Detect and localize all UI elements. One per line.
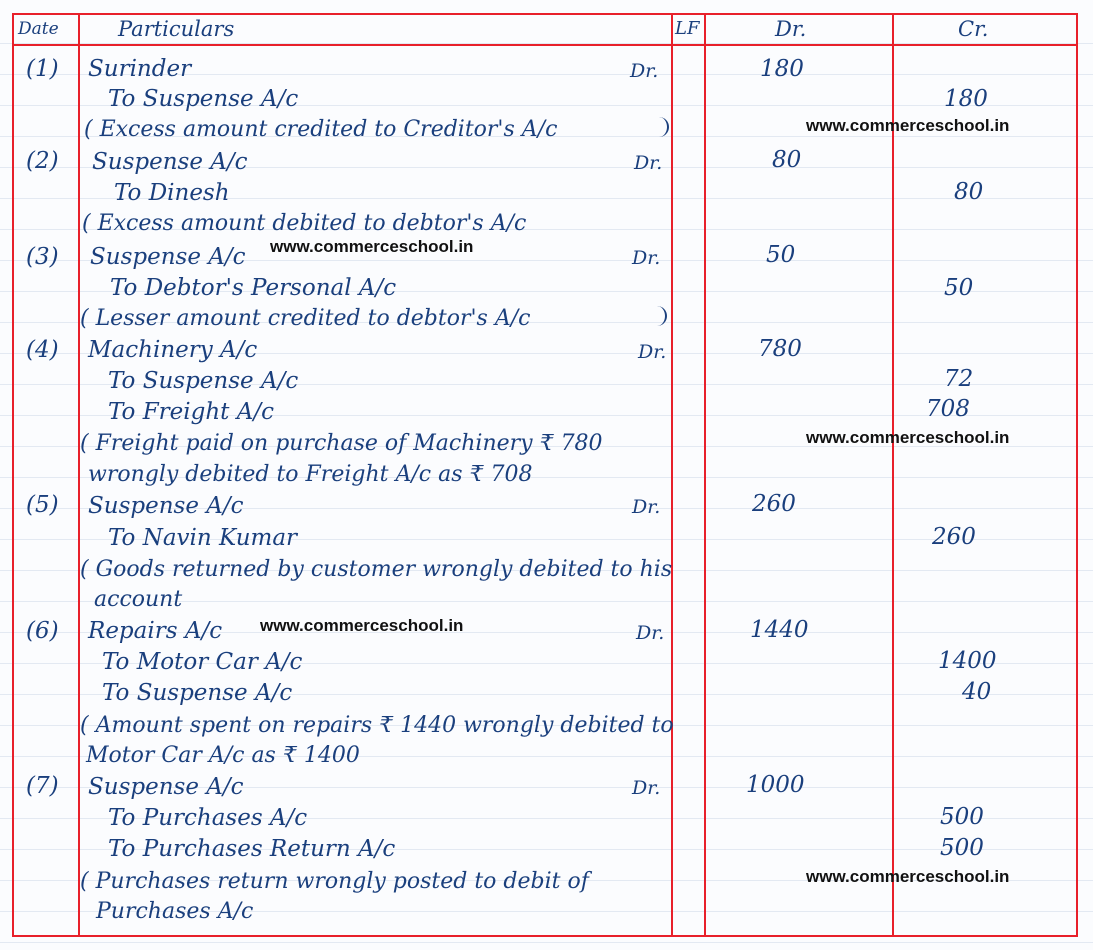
credit-account: To Navin Kumar: [108, 525, 298, 551]
credit-amount: 72: [944, 366, 974, 392]
header-lf: LF: [675, 18, 700, 39]
debit-amount: 1440: [750, 617, 809, 643]
debit-account: Suspense A/c: [88, 493, 244, 519]
narration: ( Excess amount credited to Creditor's A/c: [84, 117, 558, 142]
dr-label: Dr.: [634, 152, 663, 174]
date-column-divider: [78, 13, 80, 937]
entry-number: (5): [26, 492, 59, 518]
entry-number: (6): [26, 618, 59, 644]
credit-amount: 180: [944, 86, 988, 112]
table-border-bottom: [12, 935, 1078, 937]
narration: Purchases A/c: [96, 899, 254, 924]
credit-amount: 500: [940, 804, 984, 830]
credit-amount: 1400: [938, 648, 997, 674]
credit-amount: 50: [944, 275, 974, 301]
narration: account: [94, 587, 183, 612]
dr-label: Dr.: [632, 247, 661, 269]
header-date: Date: [18, 19, 59, 39]
debit-amount: 80: [772, 147, 802, 173]
watermark-text: www.commerceschool.in: [806, 116, 1010, 135]
narration-close-brace: [657, 117, 669, 137]
entry-number: (3): [26, 244, 59, 270]
narration: ( Purchases return wrongly posted to debit of: [80, 869, 589, 894]
debit-account: Suspense A/c: [92, 149, 248, 175]
dr-label: Dr.: [632, 496, 661, 518]
dr-label: Dr.: [632, 777, 661, 799]
debit-account: Suspense A/c: [90, 244, 246, 270]
credit-amount: 500: [940, 835, 984, 861]
debit-amount: 1000: [746, 772, 805, 798]
entry-number: (2): [26, 148, 59, 174]
entry-number: (4): [26, 337, 59, 363]
debit-account: Repairs A/c: [88, 618, 223, 644]
dr-label: Dr.: [638, 341, 667, 363]
narration: Motor Car A/c as ₹ 1400: [86, 743, 360, 768]
credit-account: To Suspense A/c: [102, 680, 293, 706]
credit-account: To Purchases A/c: [108, 805, 308, 831]
lf-column-divider: [704, 13, 706, 937]
watermark-text: www.commerceschool.in: [806, 867, 1010, 886]
entry-number: (1): [26, 56, 59, 82]
narration: wrongly debited to Freight A/c as ₹ 708: [88, 462, 533, 487]
debit-account: Suspense A/c: [88, 774, 244, 800]
debit-account: Machinery A/c: [88, 337, 258, 363]
entry-number: (7): [26, 773, 59, 799]
table-border-right: [1076, 13, 1078, 937]
header-particulars: Particulars: [118, 17, 235, 41]
credit-amount: 708: [926, 396, 970, 422]
debit-amount: 180: [760, 56, 804, 82]
narration: ( Lesser amount credited to debtor's A/c: [80, 306, 531, 331]
debit-amount: 780: [758, 336, 802, 362]
particulars-column-divider: [671, 13, 673, 937]
credit-account: To Suspense A/c: [108, 368, 299, 394]
credit-amount: 40: [962, 679, 992, 705]
dr-label: Dr.: [636, 622, 665, 644]
credit-account: To Freight A/c: [108, 399, 274, 425]
credit-amount: 80: [954, 179, 984, 205]
watermark-text: www.commerceschool.in: [260, 616, 464, 635]
credit-account: To Suspense A/c: [108, 86, 299, 112]
watermark-text: www.commerceschool.in: [806, 428, 1010, 447]
debit-account: Surinder: [88, 56, 192, 82]
header-divider: [12, 44, 1078, 46]
narration: ( Excess amount debited to debtor's A/c: [82, 211, 527, 236]
header-dr: Dr.: [775, 17, 807, 41]
credit-account: To Dinesh: [114, 180, 230, 206]
header-cr: Cr.: [958, 17, 989, 41]
credit-account: To Debtor's Personal A/c: [110, 275, 397, 301]
credit-account: To Purchases Return A/c: [108, 836, 396, 862]
narration-close-brace: [655, 306, 667, 326]
narration: ( Goods returned by customer wrongly debited to his: [80, 557, 673, 582]
credit-account: To Motor Car A/c: [102, 649, 303, 675]
narration: ( Freight paid on purchase of Machinery ₹ 780: [80, 431, 603, 456]
credit-amount: 260: [932, 524, 976, 550]
dr-label: Dr.: [630, 60, 659, 82]
narration: ( Amount spent on repairs ₹ 1440 wrongly debited to: [80, 713, 674, 738]
watermark-text: www.commerceschool.in: [270, 237, 474, 256]
debit-amount: 260: [752, 491, 796, 517]
debit-amount: 50: [766, 242, 796, 268]
table-border-left: [12, 13, 14, 937]
dr-column-divider: [892, 13, 894, 937]
